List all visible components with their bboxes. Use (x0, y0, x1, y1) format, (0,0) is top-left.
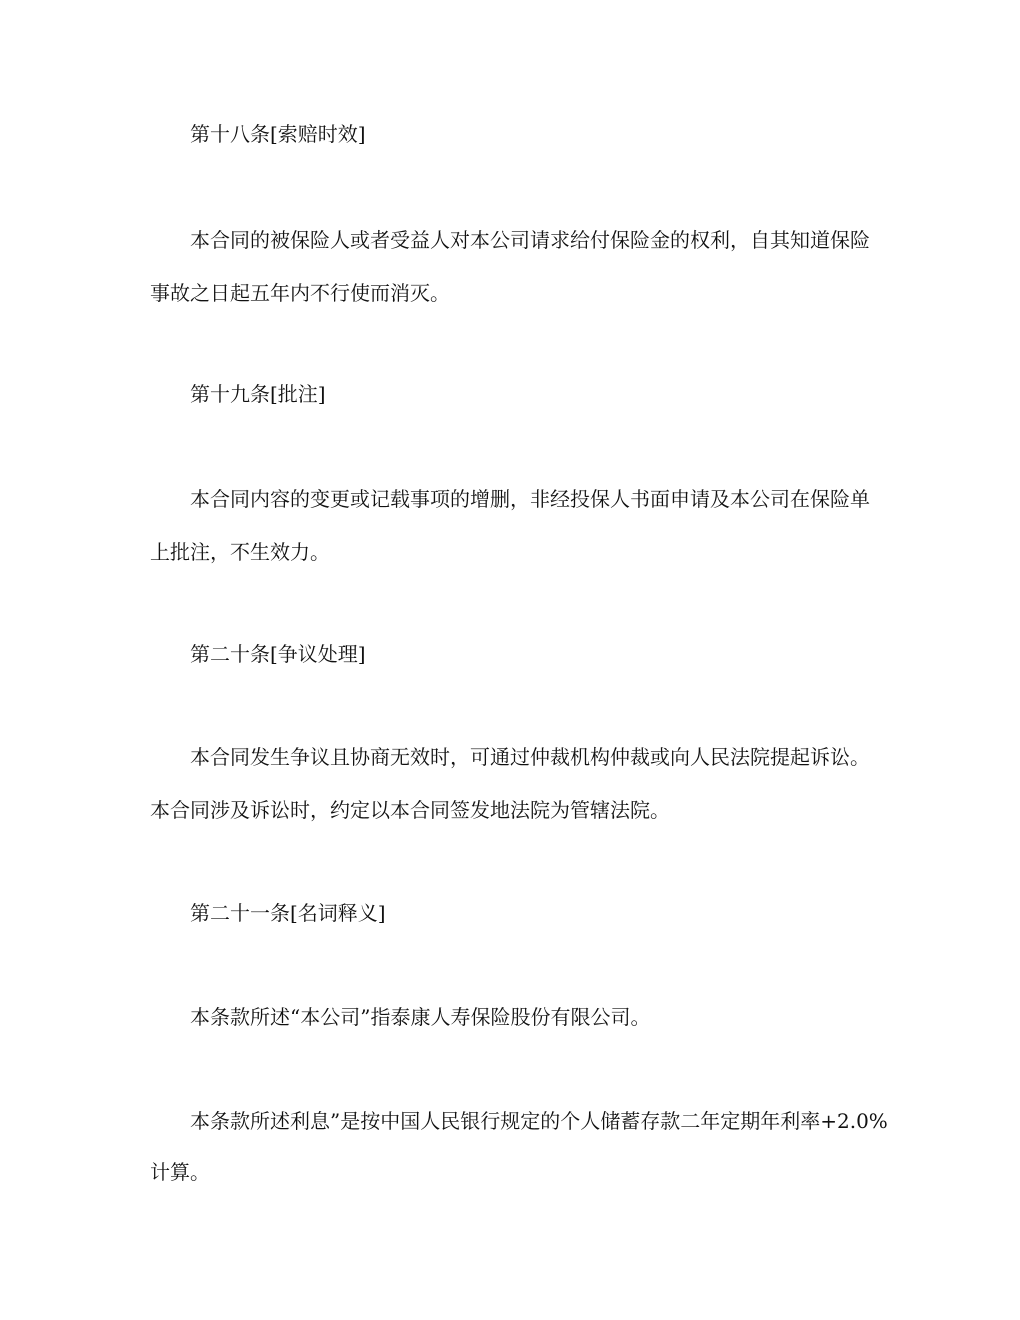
article-20-text-line-1: 本合同发生争议且协商无效时，可通过仲裁机构仲裁或向人民法院提起诉讼。 (190, 745, 870, 769)
article-19-text-line-2: 上批注，不生效力。 (150, 540, 330, 564)
article-21-definition-company: 本条款所述“本公司”指泰康人寿保险股份有限公司。 (190, 1005, 651, 1029)
article-18-heading: 第十八条[索赔时效] (190, 122, 366, 146)
article-20-heading: 第二十条[争议处理] (190, 642, 366, 666)
article-18-text-line-1: 本合同的被保险人或者受益人对本公司请求给付保险金的权利，自其知道保险 (190, 228, 870, 252)
article-21-heading: 第二十一条[名词释义] (190, 901, 386, 925)
article-19-heading: 第十九条[批注] (190, 382, 326, 406)
article-20-text-line-2: 本合同涉及诉讼时，约定以本合同签发地法院为管辖法院。 (150, 798, 670, 822)
definition-interest-line-2: 计算。 (150, 1160, 210, 1184)
definition-interest-line-1: 本条款所述利息”是按中国人民银行规定的个人储蓄存款二年定期年利率+2.0% (190, 1109, 888, 1133)
article-18-text-line-2: 事故之日起五年内不行使而消灭。 (150, 281, 450, 305)
article-19-text-line-1: 本合同内容的变更或记载事项的增删，非经投保人书面申请及本公司在保险单 (190, 487, 870, 511)
